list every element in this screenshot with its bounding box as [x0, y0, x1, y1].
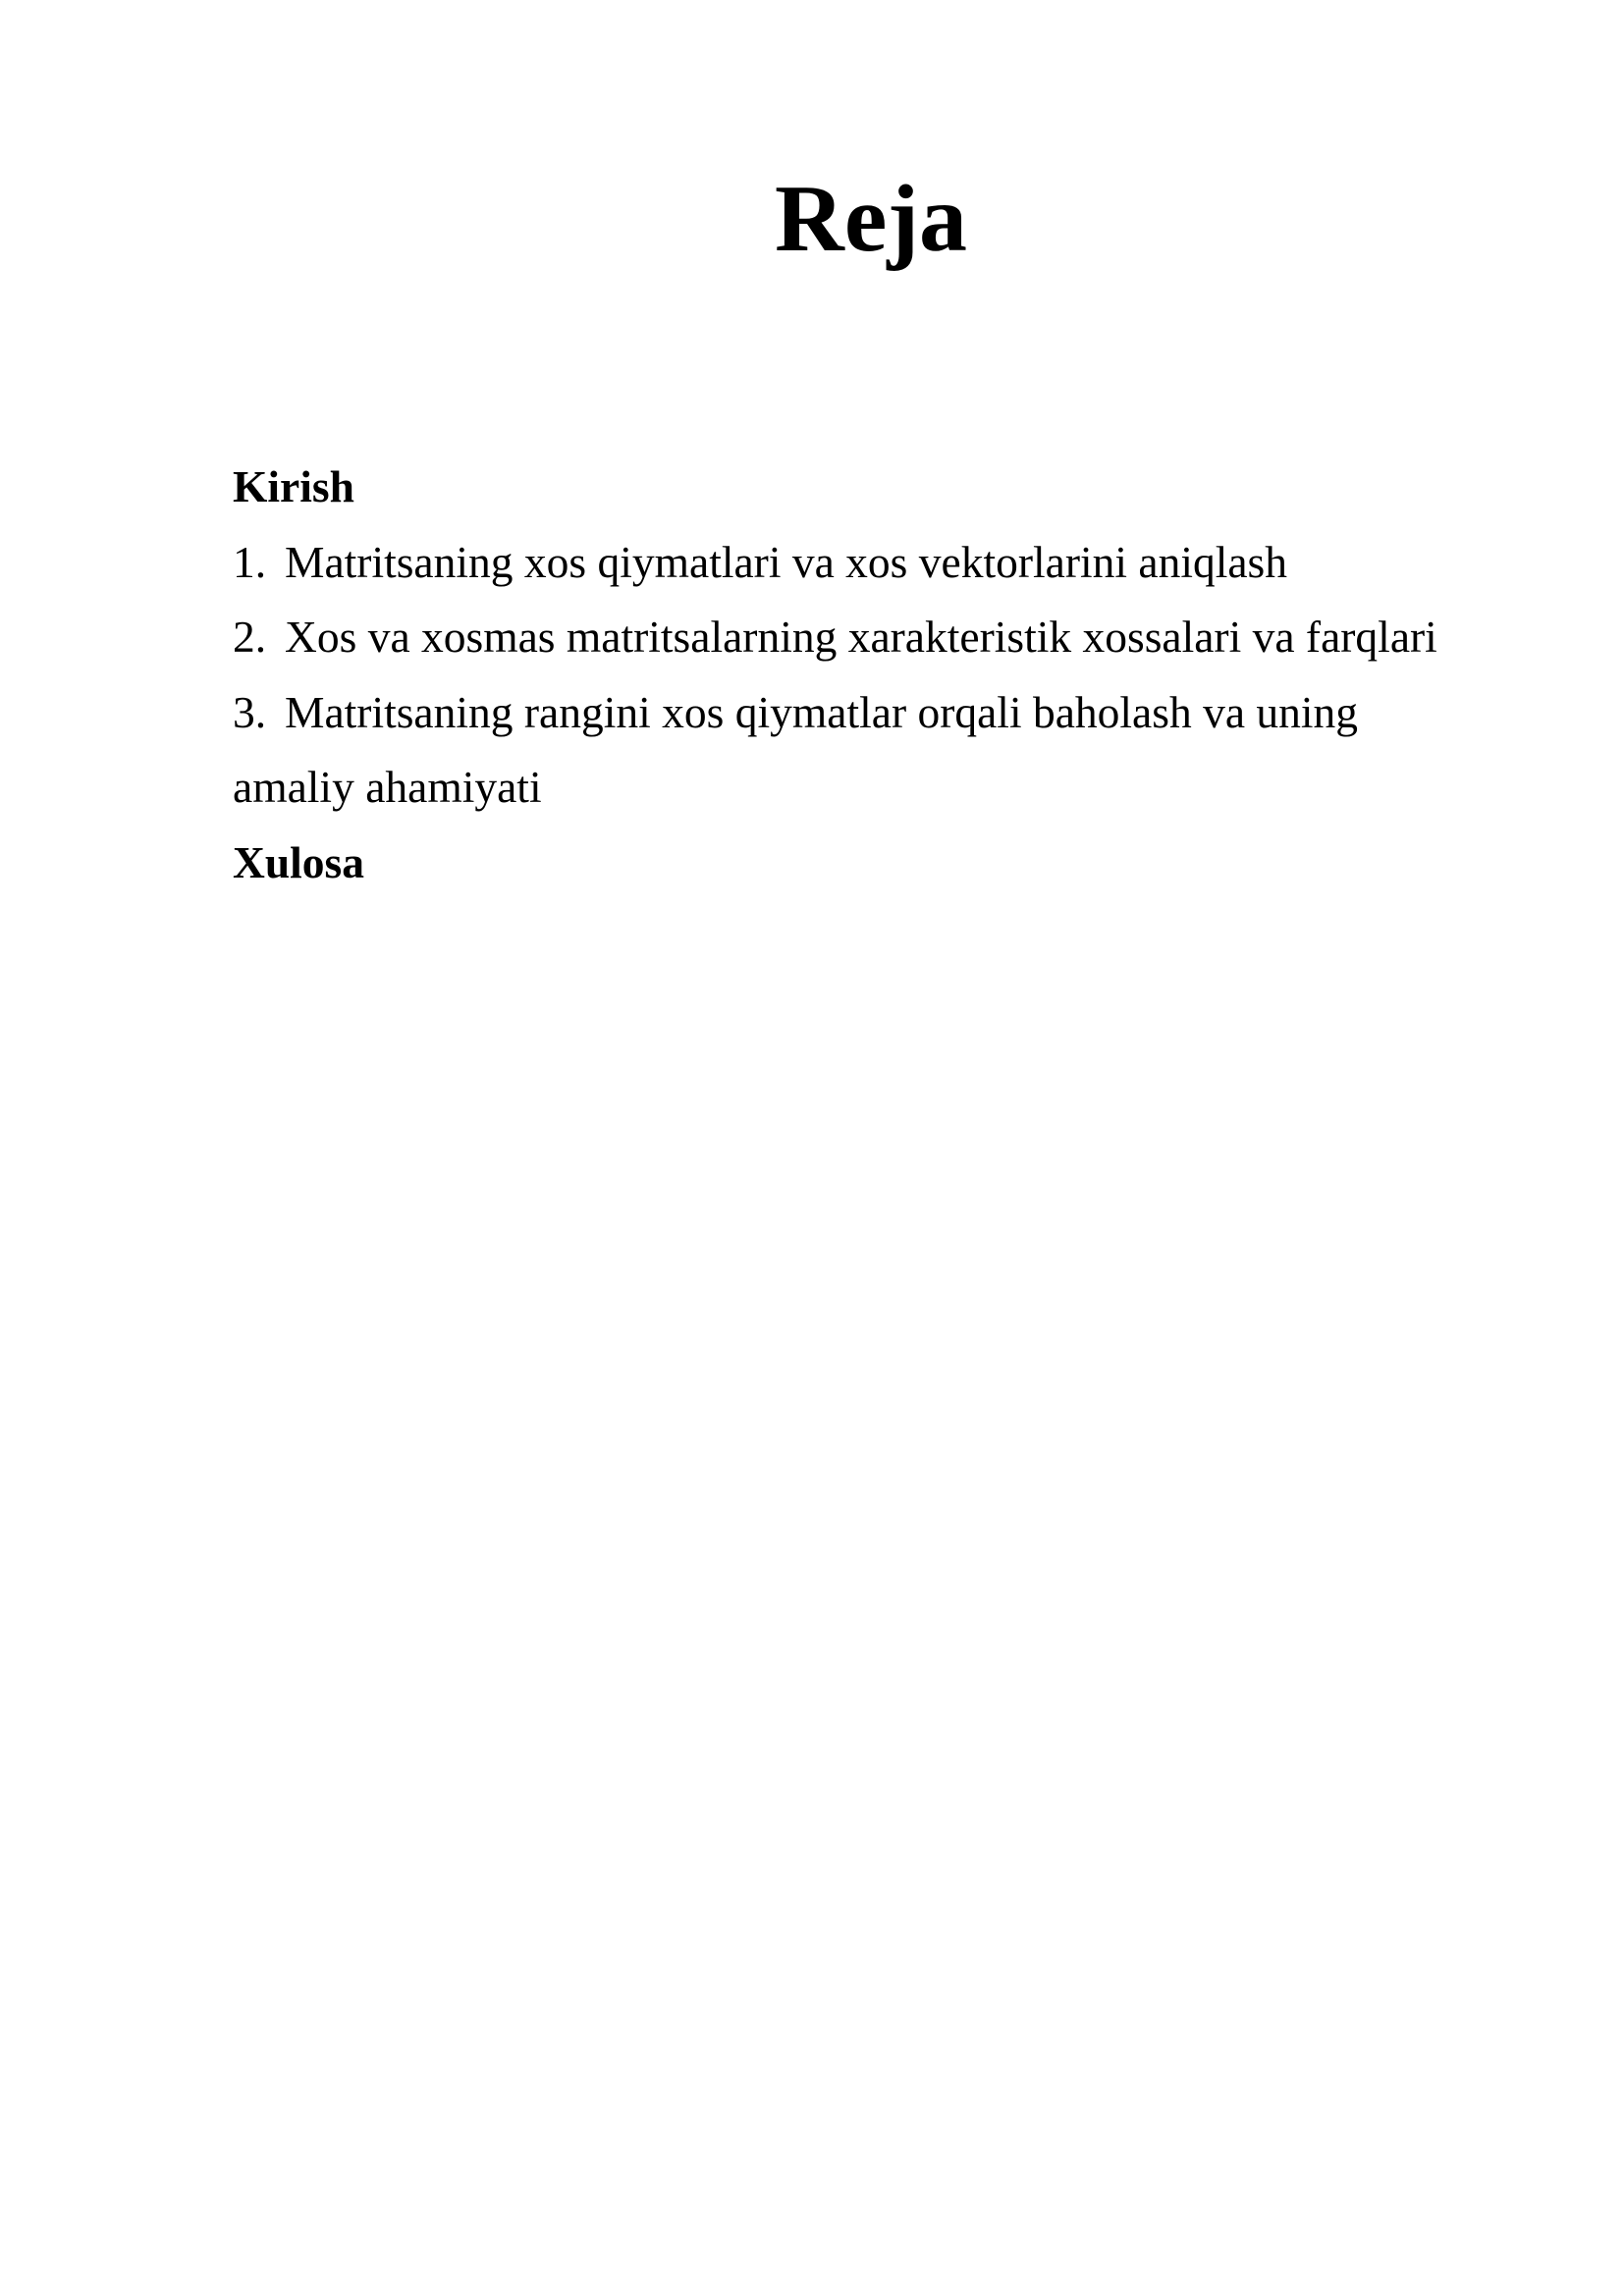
- plan-item-text: Matritsaning xos qiymatlari va xos vektorlarini aniqlash: [285, 536, 1288, 587]
- plan-item-3-continuation: amaliy ahamiyati: [233, 762, 542, 812]
- plan-item-text: Matritsaning rangini xos qiymatlar orqali baholash va uning: [285, 686, 1359, 737]
- plan-item-number: 2.: [233, 612, 267, 662]
- plan-list: [233, 450, 1548, 900]
- plan-intro: Kirish: [233, 461, 354, 511]
- plan-item-3: [233, 675, 1548, 751]
- plan-item-1: [233, 525, 1548, 601]
- plan-conclusion: Xulosa: [233, 836, 365, 887]
- plan-item-text: Xos va xosmas matritsalarning xarakteristik xossalari va farqlari: [285, 612, 1437, 662]
- plan-item-number: 1.: [233, 536, 267, 587]
- page-title: Reja: [775, 166, 967, 272]
- plan-item-2: [233, 600, 1548, 675]
- plan-item-number: 3.: [233, 686, 267, 737]
